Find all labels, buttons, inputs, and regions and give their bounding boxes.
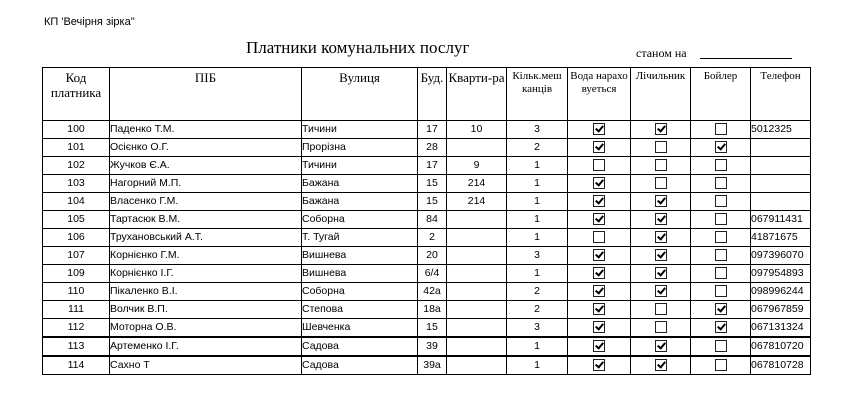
cell-boiler (691, 283, 751, 301)
cell-water (568, 157, 631, 175)
water-checkbox[interactable] (593, 340, 605, 352)
boiler-checkbox[interactable] (715, 303, 727, 315)
cell-water (568, 229, 631, 247)
cell-residents: 1 (507, 265, 568, 283)
table-row (43, 157, 811, 175)
cell-meter (631, 265, 691, 283)
cell-residents: 1 (507, 175, 568, 193)
water-checkbox[interactable] (593, 285, 605, 297)
boiler-checkbox[interactable] (715, 359, 727, 371)
cell-meter (631, 211, 691, 229)
cell-street: Садова (302, 356, 418, 375)
cell-meter (631, 229, 691, 247)
water-checkbox[interactable] (593, 321, 605, 333)
cell-phone: 097396070 (751, 247, 811, 265)
boiler-checkbox[interactable] (715, 213, 727, 225)
cell-phone: 5012325 (751, 121, 811, 139)
boiler-checkbox[interactable] (715, 141, 727, 153)
cell-boiler (691, 301, 751, 319)
table-row (43, 283, 811, 301)
table-row (43, 301, 811, 319)
cell-phone: 067131324 (751, 319, 811, 338)
cell-name: Трухановський А.Т. (110, 229, 302, 247)
cell-building: 17 (418, 157, 447, 175)
cell-street: Т. Тугай (302, 229, 418, 247)
header-building: Буд. (418, 68, 447, 121)
cell-boiler (691, 337, 751, 356)
cell-phone: 097954893 (751, 265, 811, 283)
cell-code: 104 (43, 193, 110, 211)
cell-building: 20 (418, 247, 447, 265)
cell-apartment (447, 337, 507, 356)
cell-name: Артеменко І.Г. (110, 337, 302, 356)
header-water: Вода нараховуеться (568, 68, 631, 121)
cell-water (568, 301, 631, 319)
cell-meter (631, 356, 691, 375)
cell-apartment (447, 356, 507, 375)
cell-apartment (447, 319, 507, 338)
boiler-checkbox[interactable] (715, 267, 727, 279)
cell-code: 111 (43, 301, 110, 319)
boiler-checkbox[interactable] (715, 285, 727, 297)
boiler-checkbox[interactable] (715, 159, 727, 171)
meter-checkbox[interactable] (655, 159, 667, 171)
cell-street: Бажана (302, 175, 418, 193)
cell-residents: 2 (507, 301, 568, 319)
cell-name: Власенко Г.М. (110, 193, 302, 211)
water-checkbox[interactable] (593, 141, 605, 153)
meter-checkbox[interactable] (655, 123, 667, 135)
cell-code: 106 (43, 229, 110, 247)
cell-meter (631, 139, 691, 157)
cell-code: 107 (43, 247, 110, 265)
cell-boiler (691, 247, 751, 265)
header-residents: Кільк.меш канців (507, 68, 568, 121)
cell-street: Бажана (302, 193, 418, 211)
cell-phone: 067810728 (751, 356, 811, 375)
cell-water (568, 193, 631, 211)
cell-meter (631, 121, 691, 139)
water-checkbox[interactable] (593, 213, 605, 225)
table-row (43, 265, 811, 283)
meter-checkbox[interactable] (655, 321, 667, 333)
cell-apartment (447, 247, 507, 265)
cell-name: Паденко Т.М. (110, 121, 302, 139)
cell-name: Жучков Є.А. (110, 157, 302, 175)
date-label: станом на (636, 46, 687, 60)
cell-phone (751, 139, 811, 157)
water-checkbox[interactable] (593, 249, 605, 261)
cell-boiler (691, 211, 751, 229)
cell-street: Тичини (302, 157, 418, 175)
meter-checkbox[interactable] (655, 195, 667, 207)
cell-building: 2 (418, 229, 447, 247)
cell-apartment: 10 (447, 121, 507, 139)
cell-residents: 1 (507, 337, 568, 356)
water-checkbox[interactable] (593, 303, 605, 315)
cell-residents: 1 (507, 356, 568, 375)
table-row (43, 319, 811, 338)
cell-phone (751, 157, 811, 175)
meter-checkbox[interactable] (655, 213, 667, 225)
cell-residents: 2 (507, 283, 568, 301)
cell-code: 112 (43, 319, 110, 338)
cell-phone: 067967859 (751, 301, 811, 319)
water-checkbox[interactable] (593, 123, 605, 135)
cell-boiler (691, 139, 751, 157)
cell-building: 15 (418, 193, 447, 211)
cell-water (568, 247, 631, 265)
cell-apartment (447, 283, 507, 301)
header-apartment: Кварти-ра (447, 68, 507, 121)
cell-meter (631, 193, 691, 211)
cell-phone: 098996244 (751, 283, 811, 301)
cell-street: Тичини (302, 121, 418, 139)
cell-phone: 067810720 (751, 337, 811, 356)
cell-water (568, 319, 631, 338)
cell-street: Вишнева (302, 265, 418, 283)
cell-code: 102 (43, 157, 110, 175)
water-checkbox[interactable] (593, 159, 605, 171)
cell-water (568, 283, 631, 301)
cell-building: 39 (418, 337, 447, 356)
boiler-checkbox[interactable] (715, 340, 727, 352)
cell-meter (631, 319, 691, 338)
cell-building: 84 (418, 211, 447, 229)
cell-meter (631, 337, 691, 356)
cell-meter (631, 175, 691, 193)
table-row (43, 356, 811, 375)
cell-name: Тартасюк В.М. (110, 211, 302, 229)
cell-building: 6/4 (418, 265, 447, 283)
cell-phone: 067911431 (751, 211, 811, 229)
cell-phone (751, 175, 811, 193)
cell-street: Соборна (302, 211, 418, 229)
cell-street: Прорізна (302, 139, 418, 157)
date-field-line (700, 58, 792, 59)
cell-phone: 41871675 (751, 229, 811, 247)
boiler-checkbox[interactable] (715, 231, 727, 243)
header-name: ПІБ (110, 68, 302, 121)
meter-checkbox[interactable] (655, 177, 667, 189)
cell-apartment (447, 229, 507, 247)
cell-apartment (447, 301, 507, 319)
cell-building: 28 (418, 139, 447, 157)
cell-code: 101 (43, 139, 110, 157)
cell-water (568, 139, 631, 157)
cell-apartment (447, 139, 507, 157)
cell-code: 110 (43, 283, 110, 301)
table-row (43, 337, 811, 356)
cell-name: Сахно Т (110, 356, 302, 375)
cell-boiler (691, 121, 751, 139)
meter-checkbox[interactable] (655, 359, 667, 371)
cell-code: 103 (43, 175, 110, 193)
cell-water (568, 175, 631, 193)
cell-building: 42а (418, 283, 447, 301)
header-phone: Телефон (751, 68, 811, 121)
cell-boiler (691, 265, 751, 283)
cell-name: Корнієнко Г.М. (110, 247, 302, 265)
meter-checkbox[interactable] (655, 249, 667, 261)
cell-water (568, 121, 631, 139)
cell-street: Шевченка (302, 319, 418, 338)
meter-checkbox[interactable] (655, 340, 667, 352)
cell-street: Садова (302, 337, 418, 356)
water-checkbox[interactable] (593, 359, 605, 371)
cell-name: Осієнко О.Г. (110, 139, 302, 157)
cell-apartment (447, 211, 507, 229)
water-checkbox[interactable] (593, 231, 605, 243)
cell-meter (631, 247, 691, 265)
table-row (43, 139, 811, 157)
boiler-checkbox[interactable] (715, 195, 727, 207)
cell-code: 105 (43, 211, 110, 229)
boiler-checkbox[interactable] (715, 123, 727, 135)
cell-water (568, 337, 631, 356)
cell-boiler (691, 356, 751, 375)
cell-meter (631, 301, 691, 319)
cell-code: 100 (43, 121, 110, 139)
cell-residents: 1 (507, 193, 568, 211)
cell-apartment: 214 (447, 175, 507, 193)
water-checkbox[interactable] (593, 267, 605, 279)
cell-water (568, 211, 631, 229)
header-meter: Лічильник (631, 68, 691, 121)
cell-apartment: 9 (447, 157, 507, 175)
table-row (43, 121, 811, 139)
boiler-checkbox[interactable] (715, 321, 727, 333)
boiler-checkbox[interactable] (715, 177, 727, 189)
cell-building: 15 (418, 319, 447, 338)
table-row (43, 211, 811, 229)
cell-code: 109 (43, 265, 110, 283)
cell-name: Волчик В.П. (110, 301, 302, 319)
cell-meter (631, 157, 691, 175)
table-header-row (43, 68, 811, 121)
cell-meter (631, 283, 691, 301)
meter-checkbox[interactable] (655, 141, 667, 153)
cell-residents: 3 (507, 319, 568, 338)
meter-checkbox[interactable] (655, 231, 667, 243)
cell-apartment: 214 (447, 193, 507, 211)
cell-building: 15 (418, 175, 447, 193)
cell-apartment (447, 265, 507, 283)
cell-name: Моторна О.В. (110, 319, 302, 338)
cell-code: 114 (43, 356, 110, 375)
cell-code: 113 (43, 337, 110, 356)
cell-street: Степова (302, 301, 418, 319)
cell-water (568, 356, 631, 375)
table-row (43, 247, 811, 265)
cell-residents: 1 (507, 211, 568, 229)
meter-checkbox[interactable] (655, 303, 667, 315)
water-checkbox[interactable] (593, 177, 605, 189)
cell-street: Соборна (302, 283, 418, 301)
cell-name: Корнієнко І.Г. (110, 265, 302, 283)
organization-name: КП 'Вечірня зірка" (44, 16, 135, 28)
cell-residents: 1 (507, 157, 568, 175)
cell-street: Вишнева (302, 247, 418, 265)
cell-boiler (691, 229, 751, 247)
cell-residents: 1 (507, 229, 568, 247)
table-row (43, 229, 811, 247)
boiler-checkbox[interactable] (715, 249, 727, 261)
page-title: Платники комунальних послуг (246, 38, 470, 57)
cell-boiler (691, 193, 751, 211)
cell-building: 18а (418, 301, 447, 319)
table-row (43, 175, 811, 193)
cell-building: 17 (418, 121, 447, 139)
cell-residents: 3 (507, 247, 568, 265)
cell-name: Нагорний М.П. (110, 175, 302, 193)
table-row (43, 193, 811, 211)
cell-boiler (691, 175, 751, 193)
cell-boiler (691, 157, 751, 175)
cell-building: 39а (418, 356, 447, 375)
header-street: Вулиця (302, 68, 418, 121)
cell-residents: 3 (507, 121, 568, 139)
cell-residents: 2 (507, 139, 568, 157)
cell-water (568, 265, 631, 283)
header-code: Код платника (43, 68, 110, 121)
water-checkbox[interactable] (593, 195, 605, 207)
payers-table (42, 67, 811, 375)
meter-checkbox[interactable] (655, 267, 667, 279)
header-boiler: Бойлер (691, 68, 751, 121)
cell-name: Пікаленко В.І. (110, 283, 302, 301)
meter-checkbox[interactable] (655, 285, 667, 297)
cell-boiler (691, 319, 751, 338)
cell-phone (751, 193, 811, 211)
